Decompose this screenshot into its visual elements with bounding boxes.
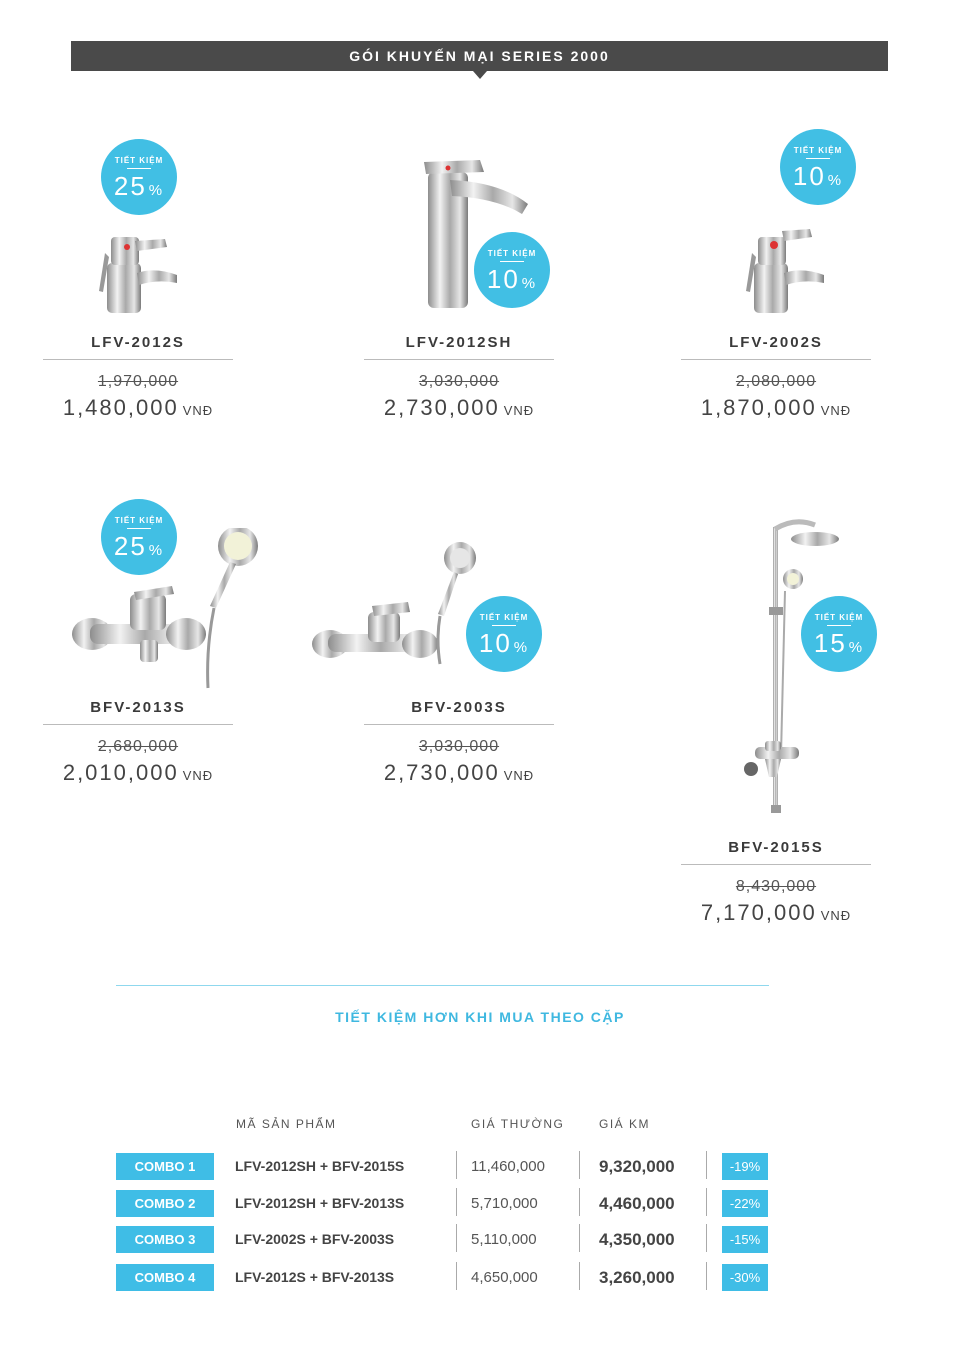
combo-promo-price: 4,460,000 bbox=[599, 1194, 675, 1213]
badge-label: TIẾT KIỆM bbox=[793, 146, 843, 155]
combo-discount: -19% bbox=[722, 1153, 768, 1180]
header-promo-price: GIÁ KM bbox=[599, 1117, 651, 1131]
divider bbox=[364, 359, 554, 360]
basin-faucet-image bbox=[742, 225, 832, 315]
bath-shower-mixer-image bbox=[310, 540, 490, 670]
banner-title: GÓI KHUYẾN MẠI SERIES 2000 bbox=[349, 48, 610, 64]
badge-value: 25 bbox=[113, 171, 147, 201]
combo-section-title: TIẾT KIỆM HƠN KHI MUA THEO CẶP bbox=[335, 1009, 625, 1025]
product-model[interactable]: BFV-2015S bbox=[728, 839, 824, 856]
currency: VNĐ bbox=[182, 768, 214, 783]
section-divider bbox=[116, 985, 769, 986]
combo-products: LFV-2012SH + BFV-2015S bbox=[235, 1158, 405, 1174]
combo-promo-price: 3,260,000 bbox=[599, 1268, 675, 1287]
combo-row[interactable] bbox=[116, 1153, 776, 1183]
currency: VNĐ bbox=[182, 403, 214, 418]
saving-badge: TIẾT KIỆM 25 % bbox=[101, 499, 177, 575]
saving-badge: TIẾT KIỆM 10 % bbox=[466, 596, 542, 672]
combo-regular-price: 5,110,000 bbox=[471, 1231, 537, 1248]
badge-value: 15 bbox=[813, 628, 847, 658]
combo-promo-price: 4,350,000 bbox=[599, 1230, 675, 1249]
new-price: 1,870,000 bbox=[700, 395, 817, 420]
old-price: 1,970,000 bbox=[97, 373, 179, 390]
combo-regular-price: 5,710,000 bbox=[471, 1195, 538, 1212]
page-banner bbox=[71, 41, 888, 71]
combo-tag: COMBO 1 bbox=[116, 1153, 214, 1180]
old-price: 3,030,000 bbox=[418, 373, 500, 390]
divider bbox=[681, 359, 871, 360]
combo-discount: -15% bbox=[722, 1226, 768, 1253]
badge-label: TIẾT KIỆM bbox=[487, 249, 537, 258]
badge-value: 10 bbox=[478, 628, 512, 658]
header-regular-price: GIÁ THƯỜNG bbox=[471, 1117, 565, 1131]
product-model[interactable]: LFV-2002S bbox=[729, 334, 823, 351]
product-model[interactable]: LFV-2012SH bbox=[405, 334, 513, 351]
new-price: 2,730,000 bbox=[383, 760, 500, 785]
old-price: 2,080,000 bbox=[735, 373, 817, 390]
product-model[interactable]: BFV-2013S bbox=[90, 699, 186, 716]
divider bbox=[364, 724, 554, 725]
divider bbox=[43, 724, 233, 725]
product-model[interactable]: BFV-2003S bbox=[411, 699, 507, 716]
saving-badge: TIẾT KIỆM 15 % bbox=[801, 596, 877, 672]
combo-row[interactable] bbox=[116, 1190, 776, 1220]
new-price: 7,170,000 bbox=[700, 900, 817, 925]
combo-discount: -22% bbox=[722, 1190, 768, 1217]
combo-products: LFV-2002S + BFV-2003S bbox=[235, 1231, 395, 1247]
badge-label: TIẾT KIỆM bbox=[114, 156, 164, 165]
product-model[interactable]: LFV-2012S bbox=[91, 334, 185, 351]
combo-promo-price: 9,320,000 bbox=[599, 1157, 675, 1176]
combo-row[interactable] bbox=[116, 1264, 776, 1294]
new-price: 2,010,000 bbox=[62, 760, 179, 785]
currency: VNĐ bbox=[820, 908, 852, 923]
basin-faucet-image bbox=[95, 225, 185, 315]
old-price: 8,430,000 bbox=[735, 878, 817, 895]
badge-label: TIẾT KIỆM bbox=[114, 516, 164, 525]
combo-regular-price: 4,650,000 bbox=[471, 1269, 538, 1286]
banner-notch bbox=[473, 71, 487, 79]
saving-badge: TIẾT KIỆM 25 % bbox=[101, 139, 177, 215]
badge-value: 10 bbox=[486, 264, 520, 294]
combo-tag: COMBO 4 bbox=[116, 1264, 214, 1291]
divider bbox=[681, 864, 871, 865]
header-product-code: MÃ SẢN PHẨM bbox=[236, 1117, 337, 1131]
currency: VNĐ bbox=[503, 403, 535, 418]
new-price: 2,730,000 bbox=[383, 395, 500, 420]
badge-label: TIẾT KIỆM bbox=[814, 613, 864, 622]
badge-value: 10 bbox=[792, 161, 826, 191]
saving-badge: TIẾT KIỆM 10 % bbox=[780, 129, 856, 205]
new-price: 1,480,000 bbox=[62, 395, 179, 420]
combo-row[interactable] bbox=[116, 1226, 776, 1256]
currency: VNĐ bbox=[820, 403, 852, 418]
combo-tag: COMBO 2 bbox=[116, 1190, 214, 1217]
divider bbox=[43, 359, 233, 360]
combo-discount: -30% bbox=[722, 1264, 768, 1291]
combo-regular-price: 11,460,000 bbox=[471, 1158, 545, 1175]
saving-badge: TIẾT KIỆM 10 % bbox=[474, 232, 550, 308]
currency: VNĐ bbox=[503, 768, 535, 783]
combo-products: LFV-2012SH + BFV-2013S bbox=[235, 1195, 405, 1211]
combo-products: LFV-2012S + BFV-2013S bbox=[235, 1269, 395, 1285]
old-price: 2,680,000 bbox=[97, 738, 179, 755]
old-price: 3,030,000 bbox=[418, 738, 500, 755]
combo-tag: COMBO 3 bbox=[116, 1226, 214, 1253]
badge-label: TIẾT KIỆM bbox=[479, 613, 529, 622]
badge-value: 25 bbox=[113, 531, 147, 561]
